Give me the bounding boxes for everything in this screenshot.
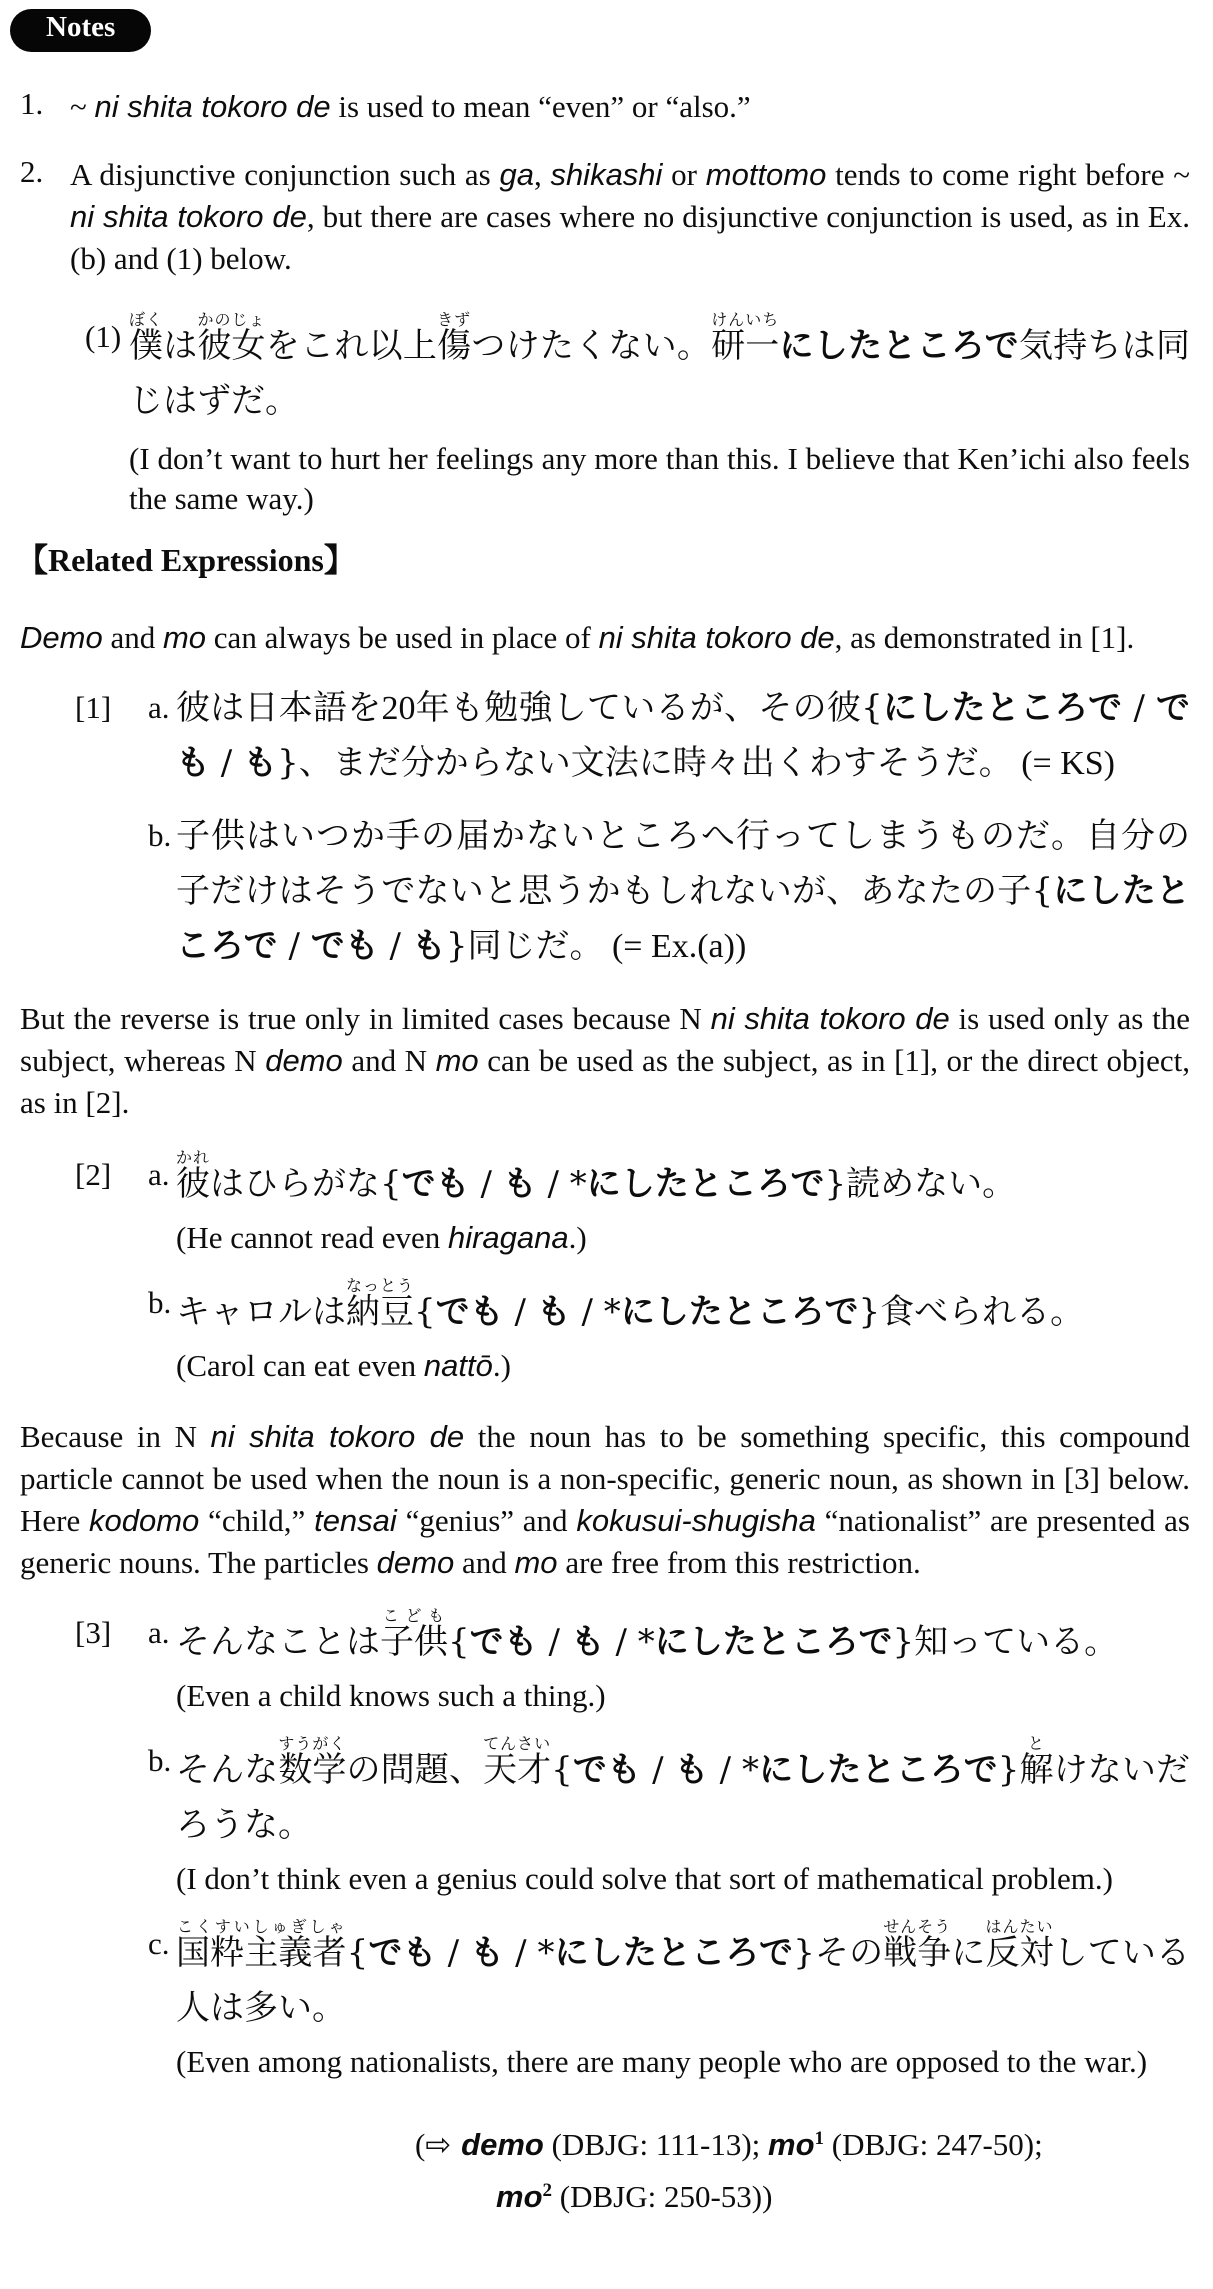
text-segment: (I don’t want to hurt her feelings any more than this. I believe that Ken’ichi also feels the same way.) (129, 441, 1190, 516)
text-segment: } (997, 1750, 1020, 1790)
text-segment: / (641, 1750, 675, 1790)
text-segment: / (436, 1933, 471, 1973)
text-segment: (= KS) (1012, 745, 1116, 782)
text-segment: は (163, 326, 198, 366)
text-segment: “nationalist” are presented as generic nouns. The particles (20, 1503, 1190, 1580)
text-segment: ni shita tokoro de (710, 1001, 950, 1036)
text-segment: A disjunctive conjunction such as (70, 157, 500, 192)
text-segment: でも (176, 688, 1191, 783)
ruby-annotated-word: 戦争せんそう (883, 1917, 952, 1973)
text-segment: けないだろうな。 (176, 1750, 1191, 1845)
text-segment: can always be used in place of (206, 620, 599, 655)
text-segment: 子供はいつか手の届かないところへ行ってしまうものだ。自分の子だけはそうでないと思うかもしれないが、あなたの子 (176, 816, 1190, 911)
text-segment: / * (604, 1622, 655, 1662)
paragraph-demo-intro (20, 617, 1190, 659)
text-segment: mottomo (705, 157, 827, 192)
text-segment: and (102, 620, 163, 655)
text-segment: (I don’t think even a genius could solve that sort of mathematical problem.) (176, 1861, 1113, 1896)
paragraph-because-generic (20, 1416, 1190, 1584)
text-segment: }食べられる。 (858, 1292, 1085, 1332)
text-segment: (He cannot read even (176, 1220, 448, 1255)
text-segment: / (210, 743, 244, 783)
ruby-annotated-word: 研一けんいち (711, 310, 780, 366)
text-segment: も (470, 1933, 505, 1973)
item-1b-content (176, 809, 1190, 974)
text-segment: demo (376, 1545, 455, 1580)
text-segment: ( (415, 2127, 426, 2162)
text-segment: (Even among nationalists, there are many people who are opposed to the war.) (176, 2044, 1148, 2079)
note-text-2 (70, 154, 1190, 280)
text-segment: キャロルは (176, 1292, 346, 1332)
text-segment: / (1122, 688, 1157, 728)
text-segment: But the reverse is true only in limited cases because N (20, 1001, 711, 1036)
item-3a-content (176, 1606, 1190, 1716)
text-segment: nattō (423, 1348, 493, 1383)
text-segment: 20 (381, 690, 416, 727)
text-segment: mo (768, 2127, 815, 2162)
text-segment: 1 (814, 2128, 825, 2149)
text-segment: 彼は日本語を (176, 688, 382, 728)
example-1-english-translation (129, 439, 1190, 519)
text-segment: , as demonstrated in [1]. (834, 620, 1135, 655)
text-segment: .) (568, 1220, 587, 1255)
english-translation-2b (176, 1346, 1190, 1386)
text-segment: (DBJG: 111-13); (543, 2127, 769, 2162)
example-group-3-item-b (148, 1734, 1190, 1899)
notes-badge-row (10, 8, 1190, 52)
text-segment: でも (310, 926, 379, 966)
text-segment: hiragana (447, 1220, 569, 1255)
note-item-2 (20, 154, 1190, 280)
text-segment: is used to mean “even” or “also.” (330, 89, 751, 124)
example-group-1-item-b (148, 809, 1190, 974)
text-segment: にしたところで (779, 326, 1019, 366)
text-segment: / * (536, 1164, 587, 1204)
text-segment: Demo (20, 620, 103, 655)
text-segment: そんなことは (176, 1622, 380, 1662)
text-segment: に (951, 1933, 986, 1973)
notes-badge-label: Notes (46, 11, 116, 43)
text-segment: { (1031, 871, 1054, 911)
example-1-label: (1) (85, 319, 122, 354)
text-segment: している人は多い。 (176, 1933, 1191, 2028)
item-letter-1b: b. (148, 818, 172, 853)
example-1-row (85, 310, 1190, 519)
text-segment: ni shita tokoro de (598, 620, 835, 655)
text-segment: (Even a child knows such a thing.) (176, 1678, 606, 1713)
text-segment: Because in N (20, 1419, 211, 1454)
paragraph-but-reverse (20, 998, 1190, 1124)
text-segment: にしたところで (554, 1933, 794, 1973)
text-segment: or (662, 157, 706, 192)
ruby-annotated-word: 彼女かのじょ (197, 310, 266, 366)
english-translation-3c (176, 2042, 1190, 2082)
text-segment: ⇨ (425, 2127, 462, 2163)
text-segment: mo (435, 1043, 479, 1078)
text-segment: tensai (314, 1503, 397, 1538)
text-segment: demo (265, 1043, 343, 1078)
text-segment: (= Ex.(a)) (603, 928, 747, 965)
text-segment: }同じだ。 (445, 926, 604, 966)
text-segment: でも (435, 1292, 504, 1332)
text-segment: / (537, 1622, 571, 1662)
text-segment: and (454, 1545, 515, 1580)
text-segment: つけたくない。 (471, 326, 712, 366)
item-letter-3b: b. (148, 1743, 172, 1778)
japanese-sentence-3a (176, 1606, 1190, 1670)
text-segment: / * (570, 1292, 621, 1332)
text-segment: でも (469, 1622, 538, 1662)
text-segment: the noun has to be something specific, this compound particle cannot be used when the noun is a non-specific, generic noun, as shown in [3] below. Here (20, 1419, 1190, 1538)
text-segment: 気持ちは同じはずだ。 (129, 326, 1190, 421)
text-segment: }読めない。 (824, 1164, 1017, 1204)
ruby-annotated-word: 僕ぼく (129, 310, 164, 366)
text-segment: }、まだ分からない文法に時々出くわすそうだ。 (277, 743, 1013, 783)
text-segment: mo (514, 1545, 558, 1580)
text-segment: }知っている。 (892, 1622, 1119, 1662)
text-segment: }その (793, 1933, 884, 1973)
ruby-annotated-word: 国粋主義者こくすいしゅぎしゃ (176, 1917, 347, 1973)
text-segment: はひらがな (210, 1164, 380, 1204)
text-segment: そんな (176, 1750, 279, 1790)
example-group-1-item-a (75, 681, 1190, 791)
ruby-annotated-word: 傷きず (437, 310, 472, 366)
text-segment: ga (499, 157, 534, 192)
english-translation-2a (176, 1218, 1190, 1258)
text-segment: / (277, 926, 311, 966)
example-group-2-item-b (148, 1276, 1190, 1386)
item-3b-content (176, 1734, 1190, 1899)
text-segment: , but there are cases where no disjunctive conjunction is used, as in Ex.(b) and (1) below. (70, 199, 1190, 276)
item-letter-3a: a. (148, 1615, 170, 1650)
text-segment: and N (342, 1043, 436, 1078)
example-group-2-item-a (75, 1148, 1190, 1258)
text-segment: / (469, 1164, 503, 1204)
ruby-annotated-word: 天才てんさい (483, 1734, 552, 1790)
text-segment: { (551, 1750, 573, 1790)
text-segment: にしたところで (620, 1292, 859, 1332)
cross-reference (415, 2116, 1190, 2220)
text-segment: can be used as the subject, as in [1], or the direct object, as in [2]. (20, 1043, 1190, 1120)
group-3-label: [3] (75, 1615, 112, 1650)
example-group-3-item-c (148, 1917, 1190, 2082)
text-segment: .) (492, 1348, 511, 1383)
item-2a-content (176, 1148, 1190, 1258)
text-segment: 2 (542, 2180, 552, 2201)
group-1-label: [1] (75, 690, 112, 725)
text-segment: mo (496, 2179, 543, 2214)
note-number-1: 1. (20, 86, 44, 121)
text-segment: も (411, 926, 446, 966)
text-segment: (DBJG: 247-50); (824, 2127, 1043, 2162)
text-segment: ni shita tokoro de (210, 1419, 465, 1454)
ruby-annotated-word: 反対はんたい (985, 1917, 1054, 1973)
text-segment: kodomo (89, 1503, 200, 1538)
text-segment: でも (572, 1750, 642, 1790)
text-segment: demo (461, 2127, 544, 2162)
text-segment: (Carol can eat even (176, 1348, 424, 1383)
japanese-sentence-1a (176, 681, 1190, 791)
japanese-sentence-2b (176, 1276, 1190, 1340)
item-2b-content (176, 1276, 1190, 1386)
text-segment: も (674, 1750, 709, 1790)
japanese-sentence-3b (176, 1734, 1190, 1853)
group-2-label: [2] (75, 1157, 112, 1192)
item-3c-content (176, 1917, 1190, 2082)
text-segment: をこれ以上 (265, 326, 438, 366)
example-1-japanese-sentence (129, 310, 1190, 429)
text-segment: { (861, 688, 883, 728)
english-translation-3a (176, 1676, 1190, 1716)
ruby-annotated-word: 子供こども (380, 1606, 448, 1662)
ruby-annotated-word: 納豆なっとう (346, 1276, 415, 1332)
text-segment: にしたところで (882, 688, 1123, 728)
text-segment: is used only as the subject, whereas N (20, 1001, 1190, 1078)
item-letter-3c: c. (148, 1926, 170, 1961)
text-segment: の問題、 (346, 1750, 484, 1790)
related-expressions-heading: 【Related Expressions】 (16, 542, 356, 578)
text-segment: are free from this restriction. (557, 1545, 921, 1580)
item-1a-content (176, 681, 1190, 791)
ruby-annotated-word: 彼かれ (176, 1148, 211, 1204)
example-1-content (129, 310, 1190, 519)
note-item-1 (20, 86, 1190, 128)
text-segment: { (448, 1622, 470, 1662)
text-segment: { (414, 1292, 436, 1332)
text-segment: でも (401, 1164, 470, 1204)
text-segment: { (380, 1164, 402, 1204)
ruby-annotated-word: 解と (1019, 1734, 1054, 1790)
text-segment: 年も勉強しているが、その彼 (415, 688, 862, 728)
notes-section-badge (10, 9, 151, 52)
text-segment: でも (368, 1933, 437, 1973)
japanese-sentence-3c (176, 1917, 1190, 2036)
text-segment: shikashi (550, 157, 663, 192)
text-segment: / (503, 1292, 537, 1332)
item-letter-2a: a. (148, 1157, 170, 1192)
text-segment: も (536, 1292, 571, 1332)
text-segment: も (502, 1164, 537, 1204)
text-segment: にしたところで (176, 871, 1191, 966)
text-segment: { (346, 1933, 369, 1973)
note-text-1 (70, 86, 1190, 128)
japanese-sentence-1b (176, 809, 1190, 974)
text-segment: ni shita tokoro de (94, 89, 331, 124)
text-segment: も (243, 743, 278, 783)
text-segment: も (570, 1622, 605, 1662)
item-letter-1a: a. (148, 690, 170, 725)
item-letter-2b: b. (148, 1285, 172, 1320)
example-group-3-item-a (75, 1606, 1190, 1716)
text-segment: kokusui-shugisha (576, 1503, 816, 1538)
text-segment: tends to come right before ~ (826, 157, 1191, 192)
note-number-2: 2. (20, 154, 44, 189)
text-segment: “child,” (199, 1503, 315, 1538)
text-segment: にしたところで (758, 1750, 998, 1790)
english-translation-3b (176, 1859, 1190, 1899)
text-segment: にしたところで (654, 1622, 893, 1662)
text-segment: mo (162, 620, 207, 655)
text-segment: , (533, 157, 551, 192)
text-segment: にしたところで (586, 1164, 825, 1204)
ruby-annotated-word: 数学すうがく (278, 1734, 347, 1790)
text-segment: / (378, 926, 412, 966)
text-segment: / * (504, 1933, 555, 1973)
text-segment: (DBJG: 250-53)) (552, 2179, 773, 2214)
text-segment: ni shita tokoro de (70, 199, 307, 234)
japanese-sentence-2a (176, 1148, 1190, 1212)
text-segment: “genius” and (396, 1503, 577, 1538)
text-segment: / * (708, 1750, 759, 1790)
text-segment: ~ (70, 89, 95, 124)
